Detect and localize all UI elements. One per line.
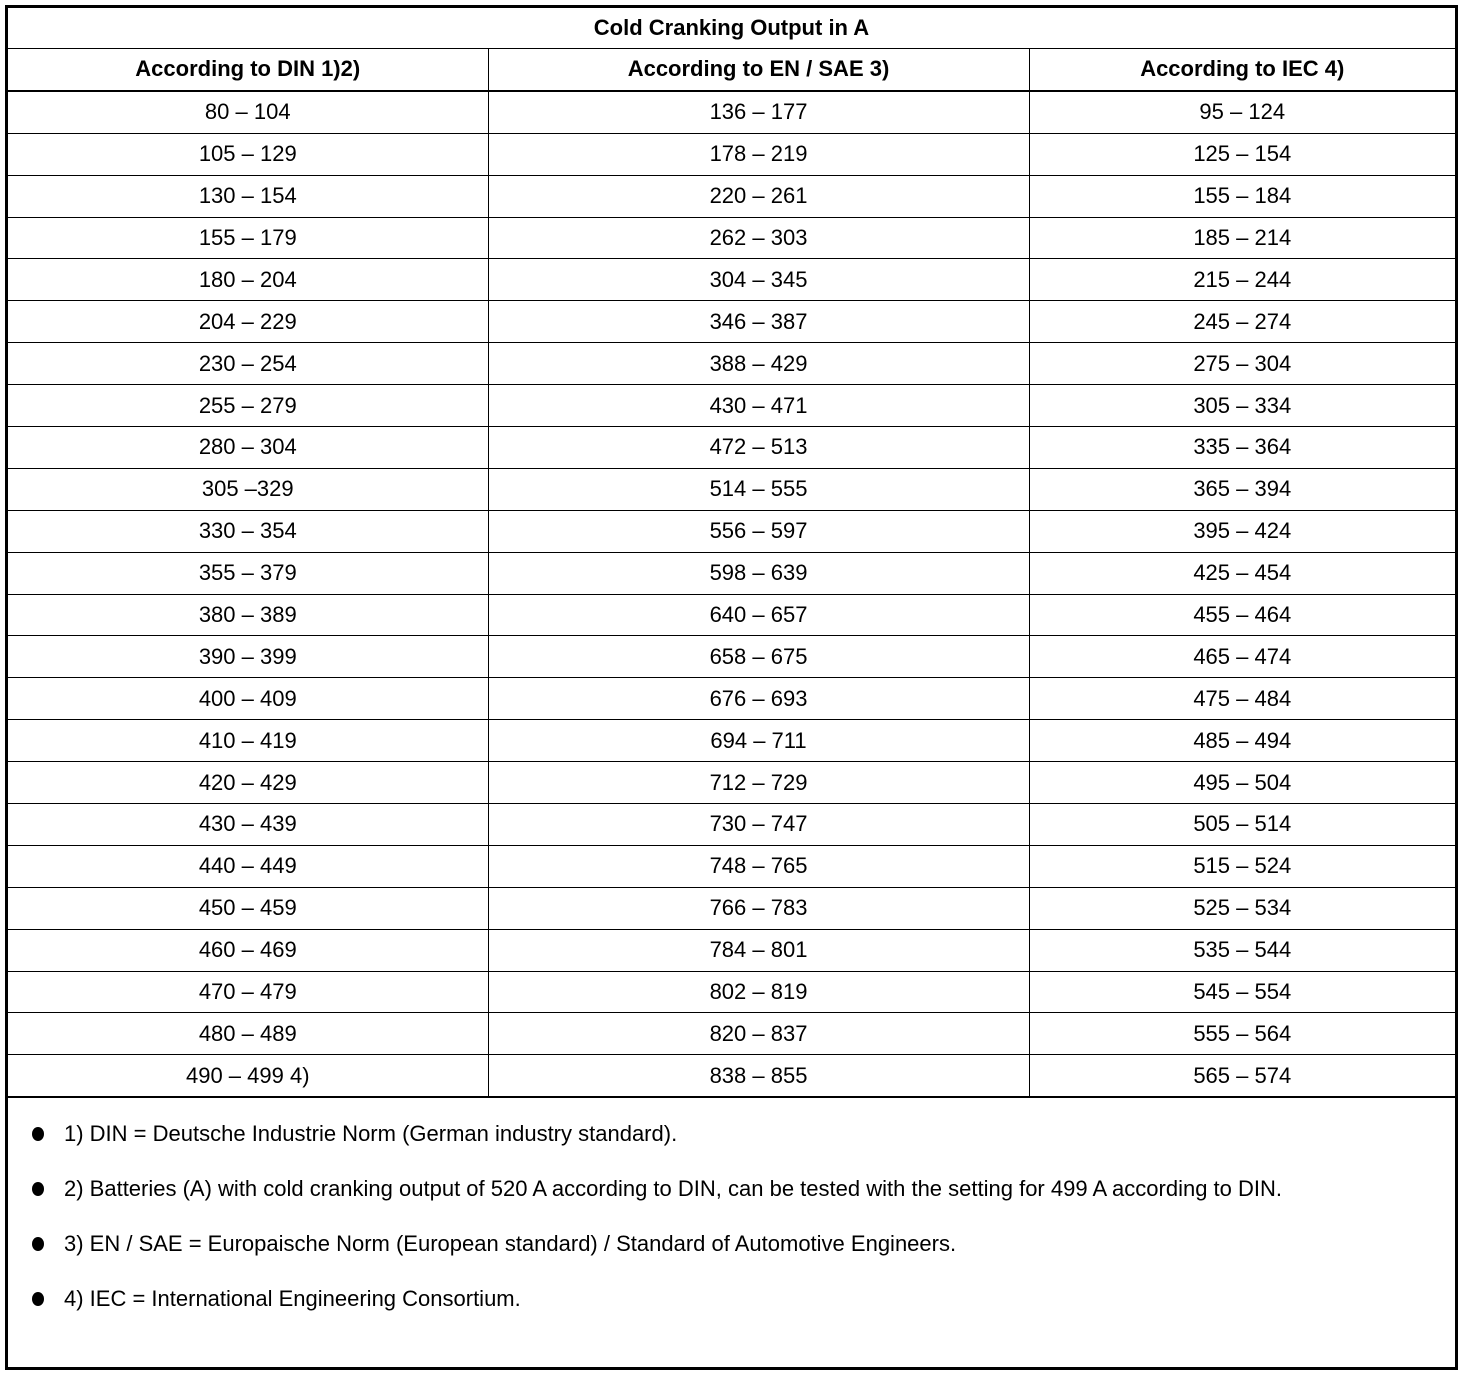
bullet-dot-icon [32,1127,44,1141]
table-row [8,678,1455,720]
table-row [8,510,1455,552]
cell-iec: 465 – 474 [1029,636,1455,678]
cell-en-sae: 262 – 303 [488,217,1029,259]
table-row [8,175,1455,217]
table-row [8,845,1455,887]
cell-din: 280 – 304 [8,427,488,469]
table-row [8,91,1455,133]
cell-din: 255 – 279 [8,385,488,427]
cell-iec: 215 – 244 [1029,259,1455,301]
cell-iec: 155 – 184 [1029,175,1455,217]
cell-en-sae: 388 – 429 [488,343,1029,385]
cell-iec: 305 – 334 [1029,385,1455,427]
cell-en-sae: 598 – 639 [488,552,1029,594]
cell-en-sae: 640 – 657 [488,594,1029,636]
column-header-din: According to DIN 1)2) [8,49,488,91]
footnote-item [8,1271,1455,1326]
cell-din: 180 – 204 [8,259,488,301]
table-title: Cold Cranking Output in A [8,8,1455,49]
cell-din: 450 – 459 [8,887,488,929]
cell-iec: 545 – 554 [1029,971,1455,1013]
footnote-item [8,1216,1455,1271]
table-title-row [8,8,1455,49]
column-header-en-sae: According to EN / SAE 3) [488,49,1029,91]
cell-din: 355 – 379 [8,552,488,594]
cell-iec: 245 – 274 [1029,301,1455,343]
cell-din: 480 – 489 [8,1013,488,1055]
table-row [8,594,1455,636]
table-row [8,552,1455,594]
cell-din: 305 –329 [8,468,488,510]
cell-en-sae: 730 – 747 [488,804,1029,846]
table-row [8,971,1455,1013]
cell-din: 390 – 399 [8,636,488,678]
cell-en-sae: 784 – 801 [488,929,1029,971]
cell-iec: 475 – 484 [1029,678,1455,720]
cell-din: 470 – 479 [8,971,488,1013]
cell-iec: 535 – 544 [1029,929,1455,971]
table-row [8,468,1455,510]
cell-din: 460 – 469 [8,929,488,971]
table-row [8,133,1455,175]
cell-en-sae: 430 – 471 [488,385,1029,427]
table-row [8,636,1455,678]
cell-iec: 505 – 514 [1029,804,1455,846]
cell-en-sae: 556 – 597 [488,510,1029,552]
cell-din: 380 – 389 [8,594,488,636]
cell-iec: 515 – 524 [1029,845,1455,887]
bullet-dot-icon [32,1292,44,1306]
footnote-item [8,1106,1455,1161]
cell-din: 410 – 419 [8,720,488,762]
bullet-dot-icon [32,1237,44,1251]
cell-en-sae: 676 – 693 [488,678,1029,720]
cell-en-sae: 220 – 261 [488,175,1029,217]
cell-iec: 125 – 154 [1029,133,1455,175]
cell-din: 440 – 449 [8,845,488,887]
footnote-text: 4) IEC = International Engineering Consortium. [64,1285,521,1311]
cell-en-sae: 802 – 819 [488,971,1029,1013]
footnote-text: 3) EN / SAE = Europaische Norm (European standard) / Standard of Automotive Engineers. [64,1230,957,1256]
cell-en-sae: 178 – 219 [488,133,1029,175]
cell-din: 430 – 439 [8,804,488,846]
cell-iec: 425 – 454 [1029,552,1455,594]
footnotes [8,1098,1455,1326]
cell-en-sae: 346 – 387 [488,301,1029,343]
table-row [8,1055,1455,1097]
table-row [8,343,1455,385]
cell-din: 130 – 154 [8,175,488,217]
cell-en-sae: 694 – 711 [488,720,1029,762]
table-row [8,301,1455,343]
table-row [8,929,1455,971]
column-header-iec: According to IEC 4) [1029,49,1455,91]
table-header-row [8,49,1455,91]
cell-din: 330 – 354 [8,510,488,552]
footnote-text: 2) Batteries (A) with cold cranking output of 520 A according to DIN, can be tested with the setting for 499 A according to DIN. [64,1175,1283,1201]
table-row [8,385,1455,427]
cell-en-sae: 472 – 513 [488,427,1029,469]
cell-din: 105 – 129 [8,133,488,175]
cell-en-sae: 304 – 345 [488,259,1029,301]
footnote-text: 1) DIN = Deutsche Industrie Norm (German industry standard). [64,1120,678,1146]
table-row [8,217,1455,259]
cell-en-sae: 748 – 765 [488,845,1029,887]
cell-iec: 455 – 464 [1029,594,1455,636]
table-row [8,259,1455,301]
cell-iec: 365 – 394 [1029,468,1455,510]
cell-din: 420 – 429 [8,762,488,804]
cell-iec: 525 – 534 [1029,887,1455,929]
cell-en-sae: 712 – 729 [488,762,1029,804]
cell-en-sae: 136 – 177 [488,91,1029,133]
cell-din: 80 – 104 [8,91,488,133]
document-frame [5,5,1458,1370]
bullet-dot-icon [32,1182,44,1196]
table-row [8,1013,1455,1055]
cell-din: 230 – 254 [8,343,488,385]
cold-cranking-table [8,8,1455,1098]
cell-din: 155 – 179 [8,217,488,259]
cell-iec: 395 – 424 [1029,510,1455,552]
cell-en-sae: 514 – 555 [488,468,1029,510]
cell-en-sae: 820 – 837 [488,1013,1029,1055]
cell-en-sae: 838 – 855 [488,1055,1029,1097]
cell-iec: 565 – 574 [1029,1055,1455,1097]
cell-din: 490 – 499 4) [8,1055,488,1097]
cell-iec: 185 – 214 [1029,217,1455,259]
cell-iec: 275 – 304 [1029,343,1455,385]
cell-iec: 555 – 564 [1029,1013,1455,1055]
table-body [8,91,1455,1097]
table-row [8,720,1455,762]
cell-iec: 495 – 504 [1029,762,1455,804]
cell-din: 204 – 229 [8,301,488,343]
table-row [8,762,1455,804]
cell-en-sae: 658 – 675 [488,636,1029,678]
table-row [8,804,1455,846]
cell-en-sae: 766 – 783 [488,887,1029,929]
cell-iec: 485 – 494 [1029,720,1455,762]
footnote-item [8,1161,1455,1216]
cell-iec: 95 – 124 [1029,91,1455,133]
table-row [8,427,1455,469]
cell-din: 400 – 409 [8,678,488,720]
table-row [8,887,1455,929]
cell-iec: 335 – 364 [1029,427,1455,469]
